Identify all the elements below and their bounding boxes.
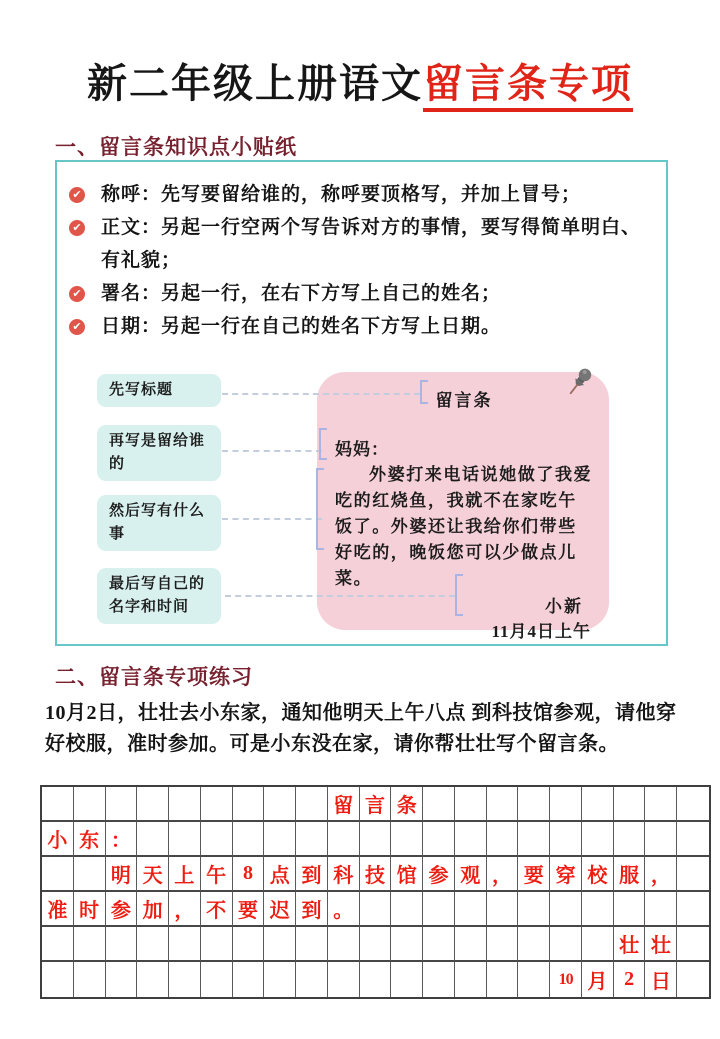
grid-cell xyxy=(518,892,550,927)
grid-cell: 2 xyxy=(614,962,646,997)
connector-line xyxy=(222,518,322,520)
grid-cell xyxy=(677,962,709,997)
grid-cell xyxy=(423,927,455,962)
grid-cell: 到 xyxy=(296,892,328,927)
grid-cell: 天 xyxy=(137,857,169,892)
grid-cell xyxy=(391,962,423,997)
grid-cell xyxy=(42,857,74,892)
grid-cell xyxy=(677,927,709,962)
grid-cell xyxy=(582,822,614,857)
note-date: 11月4日上午 xyxy=(491,622,591,641)
list-item xyxy=(67,277,652,310)
note-body: 外婆打来电话说她做了我爱吃的红烧鱼，我就不在家吃午饭了。外婆还让我给你们带些好吃的，晚饭您可以少做点儿菜。 xyxy=(335,465,593,588)
grid-cell xyxy=(264,822,296,857)
grid-cell xyxy=(487,927,519,962)
grid-cell xyxy=(296,927,328,962)
grid-cell: 观 xyxy=(455,857,487,892)
grid-cell: ， xyxy=(487,857,519,892)
message-note xyxy=(317,372,609,641)
grid-cell: 8 xyxy=(233,857,265,892)
title-red-highlight: 留言条专项 xyxy=(423,61,633,112)
grid-cell xyxy=(614,892,646,927)
diagram-label-title: 先写标题 xyxy=(97,374,221,407)
grid-cell xyxy=(42,787,74,822)
grid-cell xyxy=(74,787,106,822)
grid-cell xyxy=(360,892,392,927)
check-icon: ✔ xyxy=(69,319,85,335)
page-title xyxy=(0,52,720,109)
grid-cell xyxy=(487,962,519,997)
grid-cell: 要 xyxy=(233,892,265,927)
note-title: 留言条 xyxy=(435,391,493,410)
grid-cell xyxy=(645,787,677,822)
grid-cell xyxy=(550,927,582,962)
connector-line xyxy=(222,450,322,452)
grid-cell xyxy=(106,927,138,962)
grid-cell xyxy=(169,962,201,997)
grid-cell xyxy=(296,787,328,822)
grid-cell xyxy=(201,822,233,857)
grid-cell xyxy=(74,857,106,892)
grid-cell: 条 xyxy=(391,787,423,822)
check-icon: ✔ xyxy=(69,286,85,302)
grid-cell: 参 xyxy=(423,857,455,892)
grid-cell xyxy=(423,822,455,857)
grid-cell xyxy=(391,927,423,962)
grid-cell xyxy=(201,927,233,962)
grid-cell xyxy=(106,962,138,997)
grid-cell xyxy=(423,787,455,822)
list-item xyxy=(67,310,652,343)
grid-cell: 。 xyxy=(328,892,360,927)
grid-cell: 穿 xyxy=(550,857,582,892)
grid-cell xyxy=(264,927,296,962)
grid-cell xyxy=(201,787,233,822)
grid-cell xyxy=(677,892,709,927)
grid-cell xyxy=(391,892,423,927)
grid-cell xyxy=(233,927,265,962)
grid-cell xyxy=(518,822,550,857)
diagram-label-signature: 最后写自己的名字和时间 xyxy=(97,568,221,624)
list-item xyxy=(67,211,652,277)
grid-cell xyxy=(677,787,709,822)
grid-cell xyxy=(455,962,487,997)
grid-cell: 月 xyxy=(582,962,614,997)
grid-cell xyxy=(328,822,360,857)
grid-cell xyxy=(582,927,614,962)
bracket-mark xyxy=(316,468,324,550)
pushpin-icon xyxy=(563,366,599,404)
grid-cell xyxy=(423,962,455,997)
grid-cell xyxy=(582,892,614,927)
list-item-text: 正文：另起一行空两个写告诉对方的事情，要写得简单明白、有礼貌； xyxy=(101,217,642,271)
diagram-label-recipient: 再写是留给谁的 xyxy=(97,425,221,481)
grid-cell: 不 xyxy=(201,892,233,927)
section1-heading: 一、留言条知识点小贴纸 xyxy=(55,135,297,159)
grid-cell xyxy=(582,787,614,822)
section2-heading: 二、留言条专项练习 xyxy=(55,665,253,689)
grid-cell xyxy=(137,787,169,822)
grid-cell xyxy=(455,822,487,857)
grid-cell xyxy=(42,962,74,997)
grid-cell: 日 xyxy=(645,962,677,997)
grid-cell xyxy=(264,787,296,822)
grid-cell xyxy=(455,927,487,962)
list-item-text: 日期：另起一行在自己的姓名下方写上日期。 xyxy=(101,316,502,337)
grid-cell xyxy=(677,857,709,892)
grid-cell: 10 xyxy=(550,962,582,997)
grid-cell: 科 xyxy=(328,857,360,892)
grid-cell: 准 xyxy=(42,892,74,927)
grid-cell: 迟 xyxy=(264,892,296,927)
bracket-mark xyxy=(319,428,327,460)
grid-cell xyxy=(550,892,582,927)
grid-cell: 东 xyxy=(74,822,106,857)
grid-cell xyxy=(169,822,201,857)
grid-cell xyxy=(233,962,265,997)
grid-cell xyxy=(614,787,646,822)
note-salutation: 妈妈： xyxy=(335,440,389,459)
grid-cell: 上 xyxy=(169,857,201,892)
grid-cell: 言 xyxy=(360,787,392,822)
list-item xyxy=(67,178,652,211)
grid-cell xyxy=(233,787,265,822)
note-signature: 小新 xyxy=(545,597,583,616)
grid-cell xyxy=(137,822,169,857)
grid-cell: 参 xyxy=(106,892,138,927)
answer-grid xyxy=(40,785,711,999)
grid-cell xyxy=(455,892,487,927)
grid-cell: 时 xyxy=(74,892,106,927)
grid-cell: 校 xyxy=(582,857,614,892)
grid-cell xyxy=(328,927,360,962)
grid-cell xyxy=(296,822,328,857)
grid-cell: 到 xyxy=(296,857,328,892)
grid-cell xyxy=(487,892,519,927)
grid-cell xyxy=(106,787,138,822)
exercise-prompt: 10月2日，壮壮去小东家，通知他明天上午八点 到科技馆参观，请他穿好校服，准时参加。可是小东没在家，请你帮壮壮写个留言条。 xyxy=(45,702,677,755)
grid-cell xyxy=(487,787,519,822)
bracket-mark xyxy=(420,380,428,404)
grid-cell: 要 xyxy=(518,857,550,892)
grid-cell xyxy=(360,822,392,857)
grid-cell: 壮 xyxy=(645,927,677,962)
bracket-mark xyxy=(455,574,463,616)
grid-cell xyxy=(645,822,677,857)
grid-cell xyxy=(233,822,265,857)
grid-cell xyxy=(391,822,423,857)
grid-cell: 午 xyxy=(201,857,233,892)
grid-cell xyxy=(137,962,169,997)
grid-cell xyxy=(677,822,709,857)
grid-cell xyxy=(360,927,392,962)
grid-cell xyxy=(296,962,328,997)
grid-cell xyxy=(74,962,106,997)
diagram-label-body: 然后写有什么事 xyxy=(97,495,221,551)
grid-cell xyxy=(169,787,201,822)
grid-cell: 加 xyxy=(137,892,169,927)
check-icon: ✔ xyxy=(69,187,85,203)
grid-cell: ， xyxy=(169,892,201,927)
grid-cell xyxy=(328,962,360,997)
grid-cell: ： xyxy=(106,822,138,857)
knowledge-box xyxy=(55,160,668,646)
knowledge-list xyxy=(57,162,666,343)
title-black-part: 新二年级上册语文 xyxy=(87,61,423,106)
grid-cell xyxy=(74,927,106,962)
grid-cell: 明 xyxy=(106,857,138,892)
list-item-text: 称呼：先写要留给谁的，称呼要顶格写，并加上冒号； xyxy=(101,184,582,205)
grid-cell xyxy=(423,892,455,927)
grid-cell: 留 xyxy=(328,787,360,822)
grid-cell xyxy=(201,962,233,997)
grid-cell xyxy=(614,822,646,857)
list-item-text: 署名：另起一行，在右下方写上自己的姓名； xyxy=(101,283,502,304)
grid-cell xyxy=(42,927,74,962)
grid-cell: 壮 xyxy=(614,927,646,962)
grid-cell xyxy=(455,787,487,822)
grid-cell xyxy=(264,962,296,997)
grid-cell xyxy=(518,927,550,962)
grid-cell xyxy=(487,822,519,857)
grid-cell xyxy=(169,927,201,962)
grid-cell xyxy=(550,822,582,857)
connector-line xyxy=(225,595,455,597)
grid-cell xyxy=(550,787,582,822)
grid-cell: 小 xyxy=(42,822,74,857)
grid-cell: 点 xyxy=(264,857,296,892)
grid-cell xyxy=(518,787,550,822)
grid-cell: 馆 xyxy=(391,857,423,892)
connector-line xyxy=(222,393,420,395)
grid-cell xyxy=(518,962,550,997)
grid-cell xyxy=(137,927,169,962)
grid-cell: ， xyxy=(645,857,677,892)
check-icon: ✔ xyxy=(69,220,85,236)
grid-cell xyxy=(360,962,392,997)
grid-cell: 服 xyxy=(614,857,646,892)
grid-cell: 技 xyxy=(360,857,392,892)
grid-cell xyxy=(645,892,677,927)
